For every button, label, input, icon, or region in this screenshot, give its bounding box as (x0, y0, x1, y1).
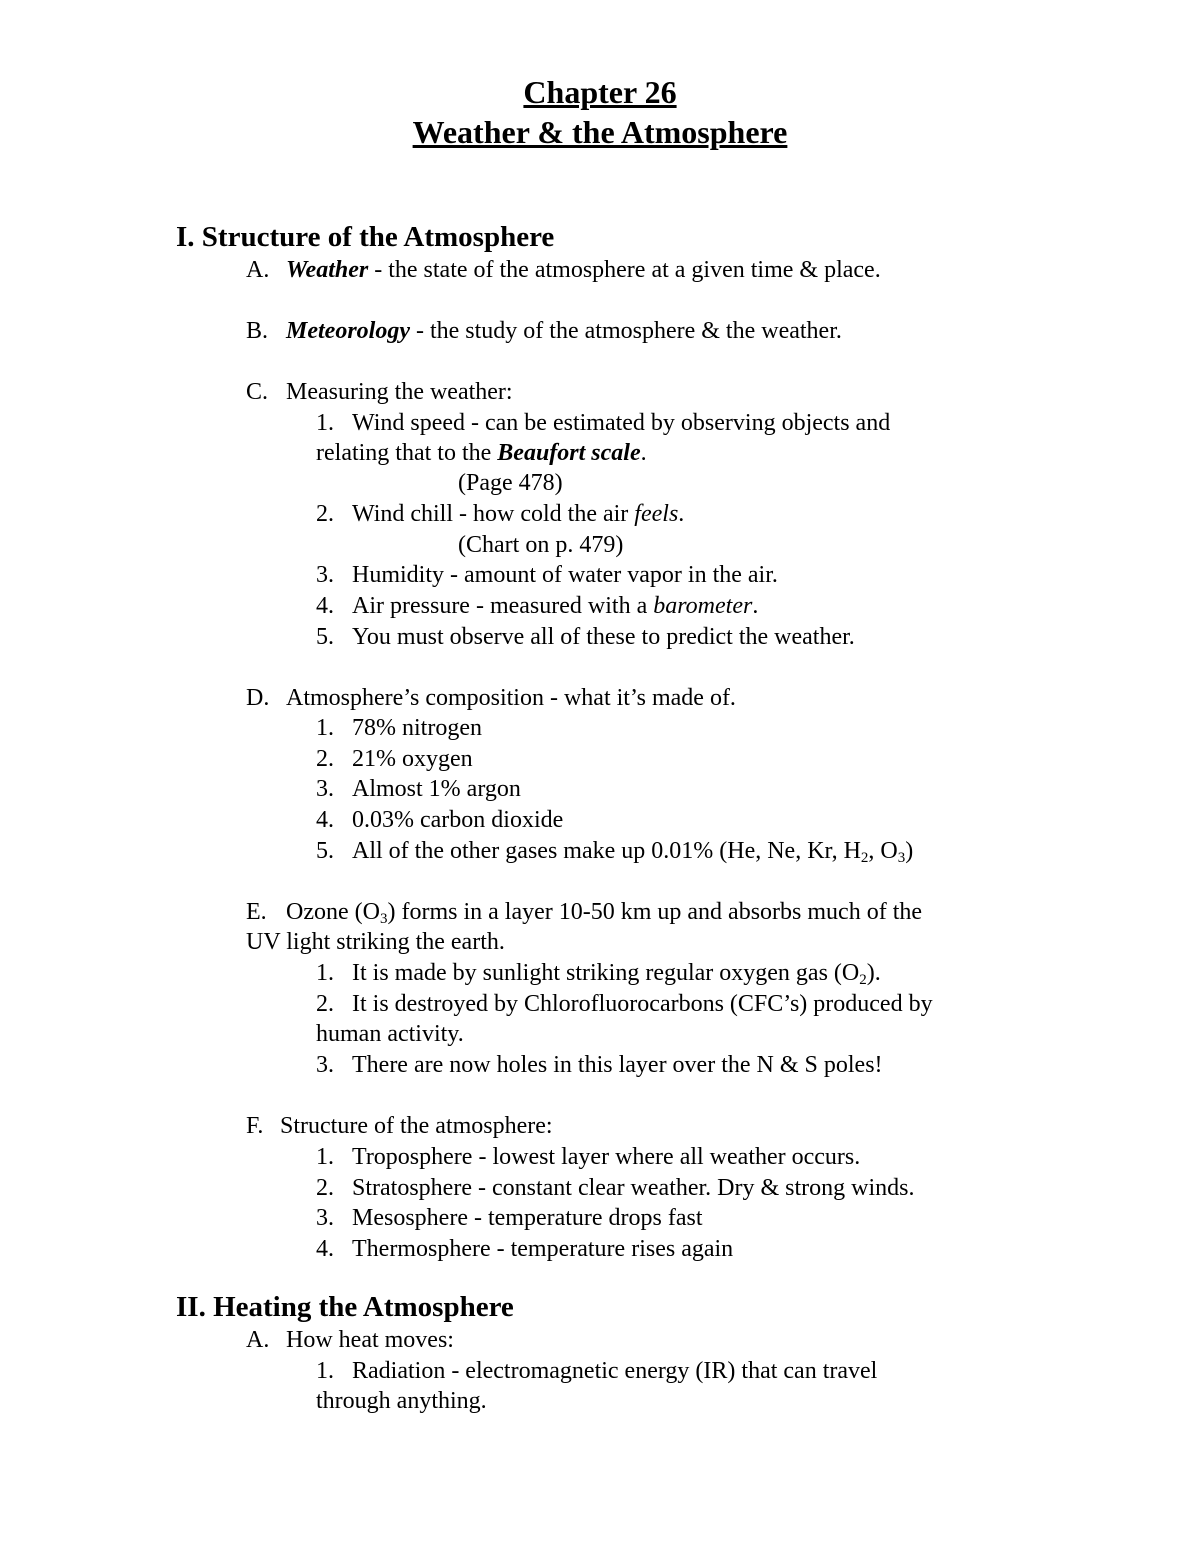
section-heading-1: I. Structure of the Atmosphere (176, 221, 555, 253)
list-item (316, 622, 855, 652)
list-text: It is destroyed by Chlorofluorocarbons (CFC’s) produced by (352, 991, 933, 1017)
list-number: 1. (316, 410, 334, 436)
term-meteorology: Meteorology (286, 318, 410, 344)
list-item-continuation: human activity. (316, 1021, 464, 1047)
list-text: , O (868, 838, 898, 864)
list-text: 78% nitrogen (352, 715, 482, 741)
item-text: Ozone (O (286, 899, 380, 925)
list-text: Stratosphere - constant clear weather. Dry & strong winds. (352, 1175, 915, 1201)
item-label: A. (246, 257, 270, 283)
list-text: . (752, 593, 759, 619)
list-number: 3. (316, 1052, 334, 1078)
list-item (316, 1173, 915, 1203)
page-reference: (Page 478) (458, 470, 563, 496)
list-text: Almost 1% argon (352, 776, 521, 802)
item-1a (246, 255, 881, 285)
list-text: Mesosphere - temperature drops fast (352, 1205, 703, 1231)
item-label: B. (246, 318, 269, 344)
item-1d (246, 683, 736, 713)
list-item (316, 591, 758, 621)
list-number: 2. (316, 1175, 334, 1201)
list-item (316, 774, 521, 804)
list-item (316, 989, 933, 1019)
definition-weather: - the state of the atmosphere at a given time & place. (368, 257, 881, 283)
list-item (316, 1203, 703, 1233)
section-heading-2: II. Heating the Atmosphere (176, 1291, 514, 1323)
list-text: Thermosphere - temperature rises again (352, 1236, 734, 1262)
list-number: 1. (316, 1144, 334, 1170)
item-text: Structure of the atmosphere: (280, 1113, 553, 1139)
list-text: Wind chill - how cold the air (352, 501, 635, 527)
item-1e (246, 897, 922, 927)
emphasis-feels: feels (634, 501, 679, 527)
item-2a (246, 1325, 454, 1355)
list-text: All of the other gases make up 0.01% (He, Ne, Kr, H (352, 838, 861, 864)
list-item (316, 1142, 860, 1172)
item-text: Atmosphere’s composition - what it’s made of. (286, 685, 736, 711)
item-1b (246, 316, 842, 346)
list-item-continuation: through anything. (316, 1388, 487, 1414)
list-number: 4. (316, 807, 334, 833)
list-number: 5. (316, 838, 334, 864)
list-text: Humidity - amount of water vapor in the air. (352, 562, 778, 588)
list-text: Troposphere - lowest layer where all weather occurs. (352, 1144, 861, 1170)
item-text: Measuring the weather: (286, 379, 513, 405)
item-label: C. (246, 379, 269, 405)
list-number: 3. (316, 562, 334, 588)
list-text: Wind speed - can be estimated by observing objects and (352, 410, 891, 436)
list-text: . (678, 501, 685, 527)
list-number: 4. (316, 593, 334, 619)
list-item (316, 713, 482, 743)
list-number: 1. (316, 960, 334, 986)
item-label: F. (246, 1113, 264, 1139)
list-text: Air pressure - measured with a (352, 593, 654, 619)
list-text: ). (866, 960, 881, 986)
list-number: 3. (316, 1205, 334, 1231)
chapter-number: Chapter 26 (523, 74, 677, 110)
subscript: 3 (897, 850, 906, 866)
list-text: ) (905, 838, 914, 864)
list-text: relating that to the (316, 440, 498, 466)
list-item (316, 1050, 883, 1080)
item-1c (246, 377, 513, 407)
list-text: It is made by sunlight striking regular oxygen gas (O (352, 960, 860, 986)
list-number: 1. (316, 1358, 334, 1384)
term-beaufort-scale: Beaufort scale (497, 440, 641, 466)
list-item (316, 1356, 877, 1386)
subscript: 2 (859, 972, 867, 988)
list-number: 2. (316, 746, 334, 772)
list-text: You must observe all of these to predict the weather. (352, 624, 855, 650)
list-item (316, 560, 778, 590)
term-weather: Weather (286, 257, 369, 283)
page-reference: (Chart on p. 479) (458, 532, 624, 558)
chapter-title: Weather & the Atmosphere (412, 114, 788, 150)
list-number: 1. (316, 715, 334, 741)
list-text: 0.03% carbon dioxide (352, 807, 564, 833)
item-label: E. (246, 899, 267, 925)
item-continuation: UV light striking the earth. (246, 929, 505, 955)
item-label: A. (246, 1327, 270, 1353)
subscript: 2 (860, 850, 869, 866)
list-item (316, 499, 684, 529)
list-item (316, 408, 890, 438)
list-text: Radiation - electromagnetic energy (IR) that can travel (352, 1358, 878, 1384)
list-item (316, 805, 563, 835)
list-item (316, 744, 473, 774)
item-label: D. (246, 685, 270, 711)
list-text: 21% oxygen (352, 746, 473, 772)
subscript: 3 (379, 911, 388, 927)
list-item (316, 836, 913, 866)
list-number: 2. (316, 991, 334, 1017)
list-number: 2. (316, 501, 334, 527)
list-number: 5. (316, 624, 334, 650)
list-number: 4. (316, 1236, 334, 1262)
item-text: ) forms in a layer 10-50 km up and absorbs much of the (387, 899, 923, 925)
list-number: 3. (316, 776, 334, 802)
list-item-continuation (316, 438, 647, 468)
item-text: How heat moves: (286, 1327, 454, 1353)
list-item (316, 1234, 733, 1264)
item-1f (246, 1111, 553, 1141)
emphasis-barometer: barometer (653, 593, 753, 619)
list-text: . (640, 440, 647, 466)
definition-meteorology: - the study of the atmosphere & the weather. (409, 318, 842, 344)
list-item (316, 958, 881, 988)
list-text: There are now holes in this layer over the N & S poles! (352, 1052, 883, 1078)
